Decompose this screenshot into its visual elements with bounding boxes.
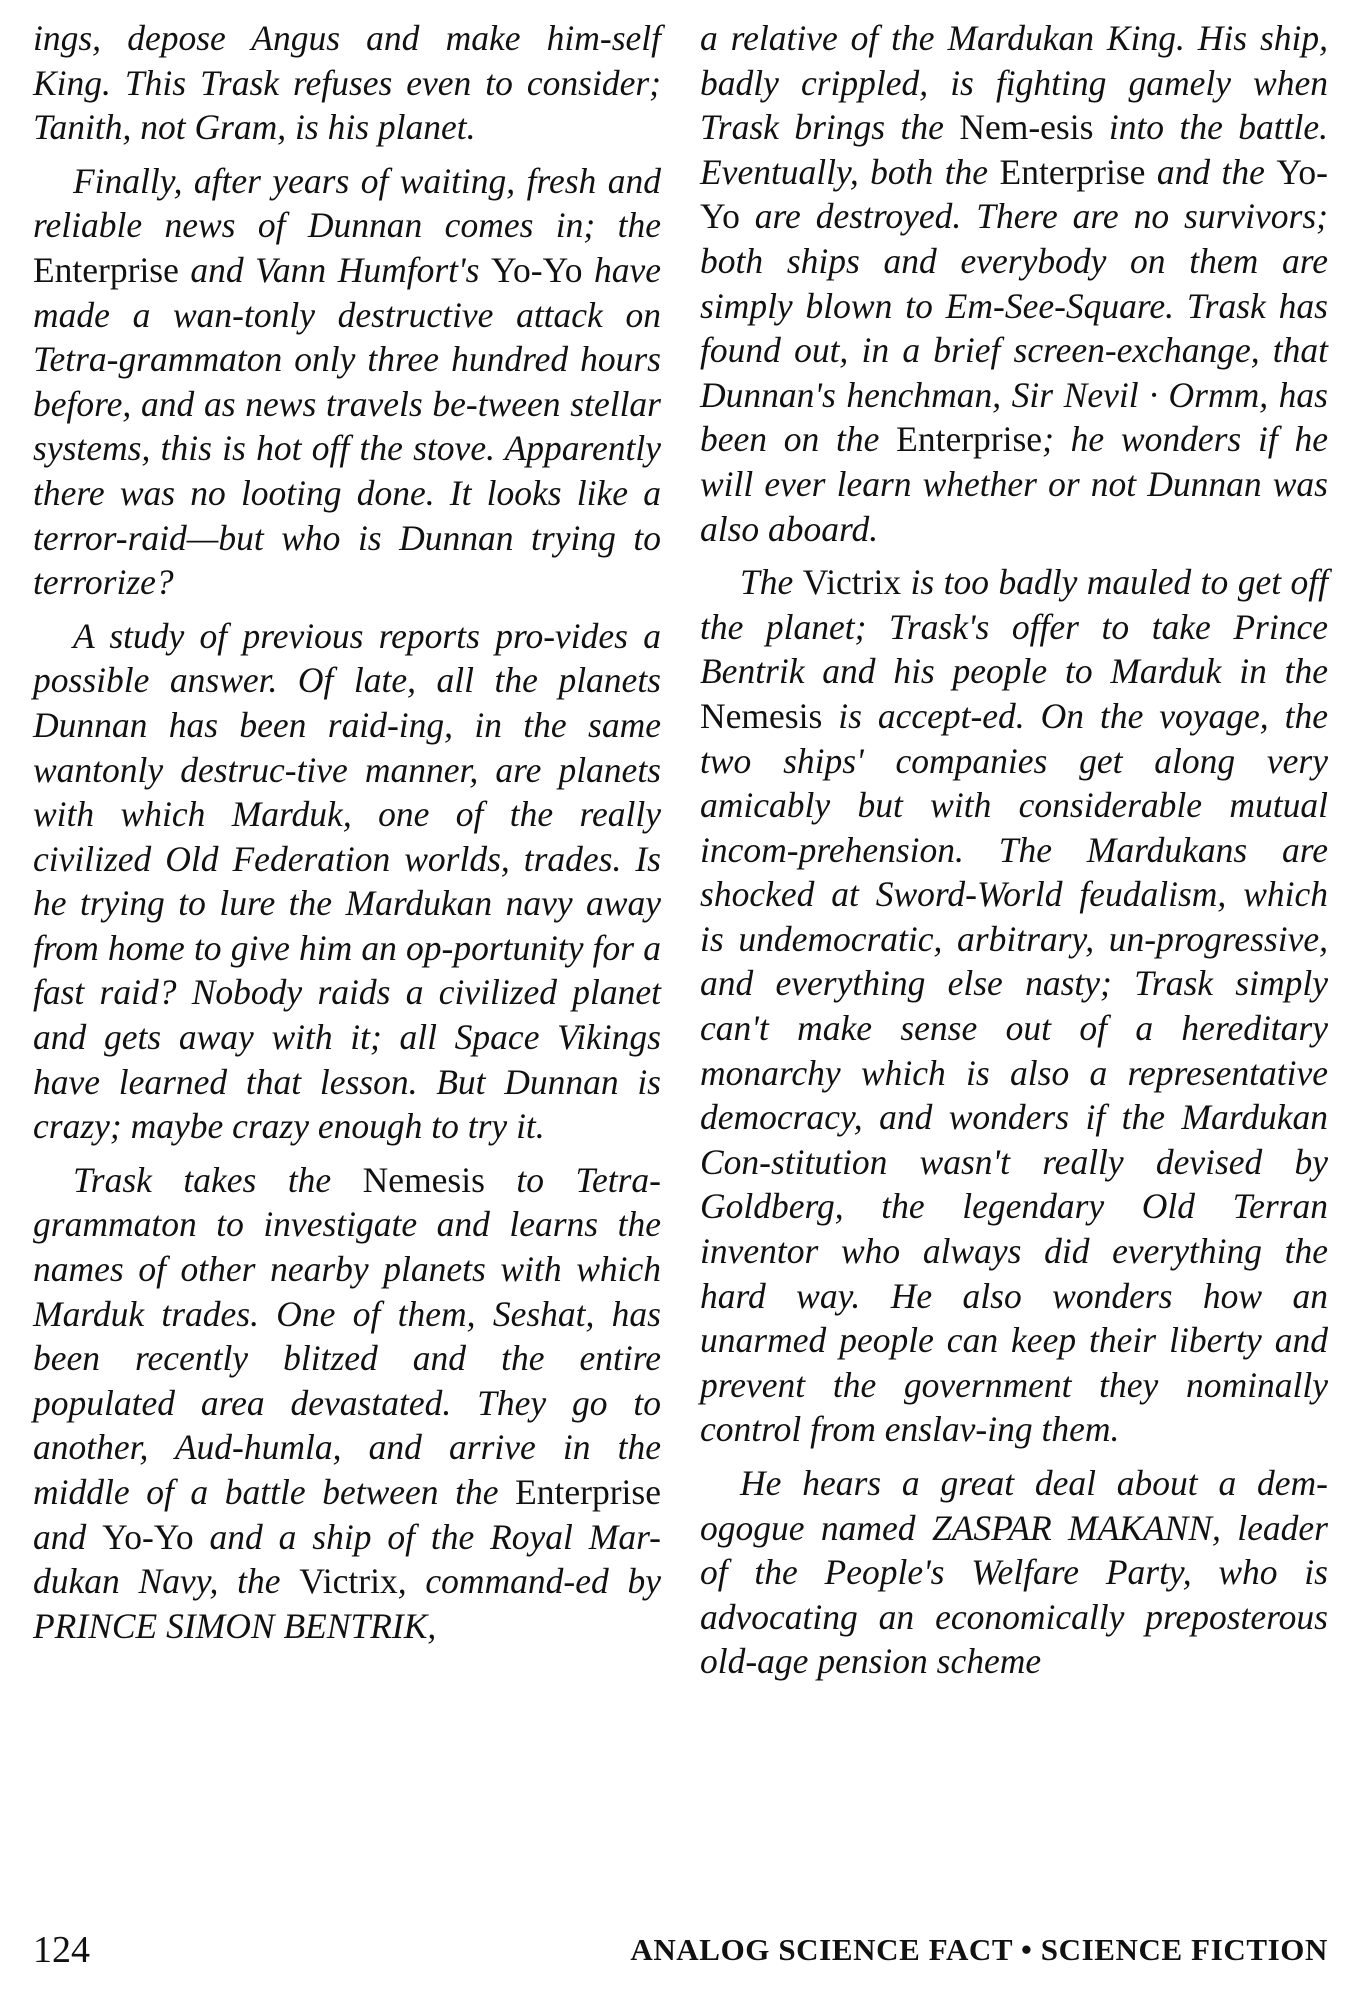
paragraph [700,560,1328,1452]
paragraph [33,16,661,150]
ship-name-text: Nemesis [362,1159,485,1200]
running-head: ANALOG SCIENCE FACT • SCIENCE FICTION [630,1932,1328,1967]
ship-name-text: Victrix [802,562,902,603]
body-text: and a ship of the Royal Mar-dukan Navy, the [33,1516,662,1602]
body-text: A study of previous reports pro-vides a possible answer. Of late, all the planets Dunnan has been raid-ing, in the same wantonly destruc-tive manner, are planets with which Marduk, one of the really civilized Old Federation worlds, trades. Is he trying to lure the Mardukan navy away from home to give him an op-portunity for a fast raid? Nobody raids a civilized planet and gets away with it; all Space Vikings have learned that lesson. But Dunnan is crazy; maybe crazy enough to try it. [33,615,661,1147]
paragraph [33,1158,661,1649]
ship-name-text: Enterprise [999,151,1146,192]
ship-name-text: Yo-Yo [490,249,583,290]
body-text: a relative of the Mardukan King. His ship, badly crippled, is fighting gamely when Trask brings the [700,18,1328,148]
paragraph [700,1461,1328,1684]
paragraph [700,16,1328,551]
body-text: and [33,1516,103,1557]
ship-name-text: Yo-Yo [102,1516,194,1557]
body-text: The [740,562,803,603]
body-text: is too badly mauled to get off the planet; Trask's offer to take Prince Bentrik and his people to Marduk in the [700,562,1328,692]
ship-name-text: Yo-Yo [700,151,1328,237]
body-text: have made a wan-tonly destructive attack on Tetra-grammaton only three hundred hours before, and as news travels be-tween stellar systems, this is hot off the stove. Apparently there was no looting done. It looks like a terror-raid—but who is Dunnan trying to terrorize? [33,249,661,603]
ship-name-text: Victrix [299,1561,398,1602]
body-text: is accept-ed. On the voyage, the two ships' companies get along very amicably but with considerable mutual incom-prehension. The Mardukans are shocked at Sword-World feudalism, which is undemocratic, arbitrary, un-progressive, and everything else nasty; Trask simply can't make sense out of a hereditary monarchy which is also a representative democracy, and wonders if the Mardukan Con-stitution wasn't really devised by Goldberg, the legendary Old Terran inventor who always did everything the hard way. He also wonders how an unarmed people can keep their liberty and prevent the government they nominally control from enslav-ing them. [700,695,1328,1450]
ship-name-text: Nem-esis [959,107,1094,148]
page-footer [33,1928,1328,1972]
page-number: 124 [33,1929,90,1971]
ship-name-text: Enterprise [33,249,179,290]
body-text: and Vann Humfort's [178,249,491,290]
paragraph [33,614,661,1149]
body-text: Trask takes the [73,1159,363,1200]
body-text: He hears a great deal about a dem-ogogue named ZASPAR MAKANN, leader of the People's Welfare Party, who is advocating an economically preposterous old-age pension scheme [700,1463,1328,1682]
body-text: Finally, after years of waiting, fresh and reliable news of Dunnan comes in; the [33,160,661,246]
body-text: to Tetra-grammaton to investigate and learns the names of other nearby planets with which Marduk trades. One of them, Seshat, has been recently blitzed and the entire populated area devastated. They go to another, Aud-humla, and arrive in the middle of a battle between the [33,1159,661,1512]
left-text-column [33,16,661,1657]
body-text: into the battle. Eventually, both the [700,107,1328,192]
ship-name-text: Enterprise [896,419,1043,460]
ship-name-text: Nemesis [700,695,823,736]
paragraph [33,159,661,605]
right-text-column [700,16,1328,1693]
ship-name-text: Enterprise [515,1472,661,1512]
body-text: are destroyed. There are no survivors; both ships and everybody on them are simply blown to Em-See-Square. Trask has found out, in a brief screen-exchange, that Dunnan's henchman, Sir Nevil · Ormm, has been on the [700,196,1328,460]
body-text: , command-ed by PRINCE SIMON BENTRIK, [33,1561,661,1646]
body-text: ; he wonders if he will ever learn whether or not Dunnan was also aboard. [700,419,1328,549]
body-text: ings, depose Angus and make him-self King. This Trask refuses even to consider; Tanith, not Gram, is his planet. [33,18,661,148]
body-text: and the [1145,151,1277,192]
